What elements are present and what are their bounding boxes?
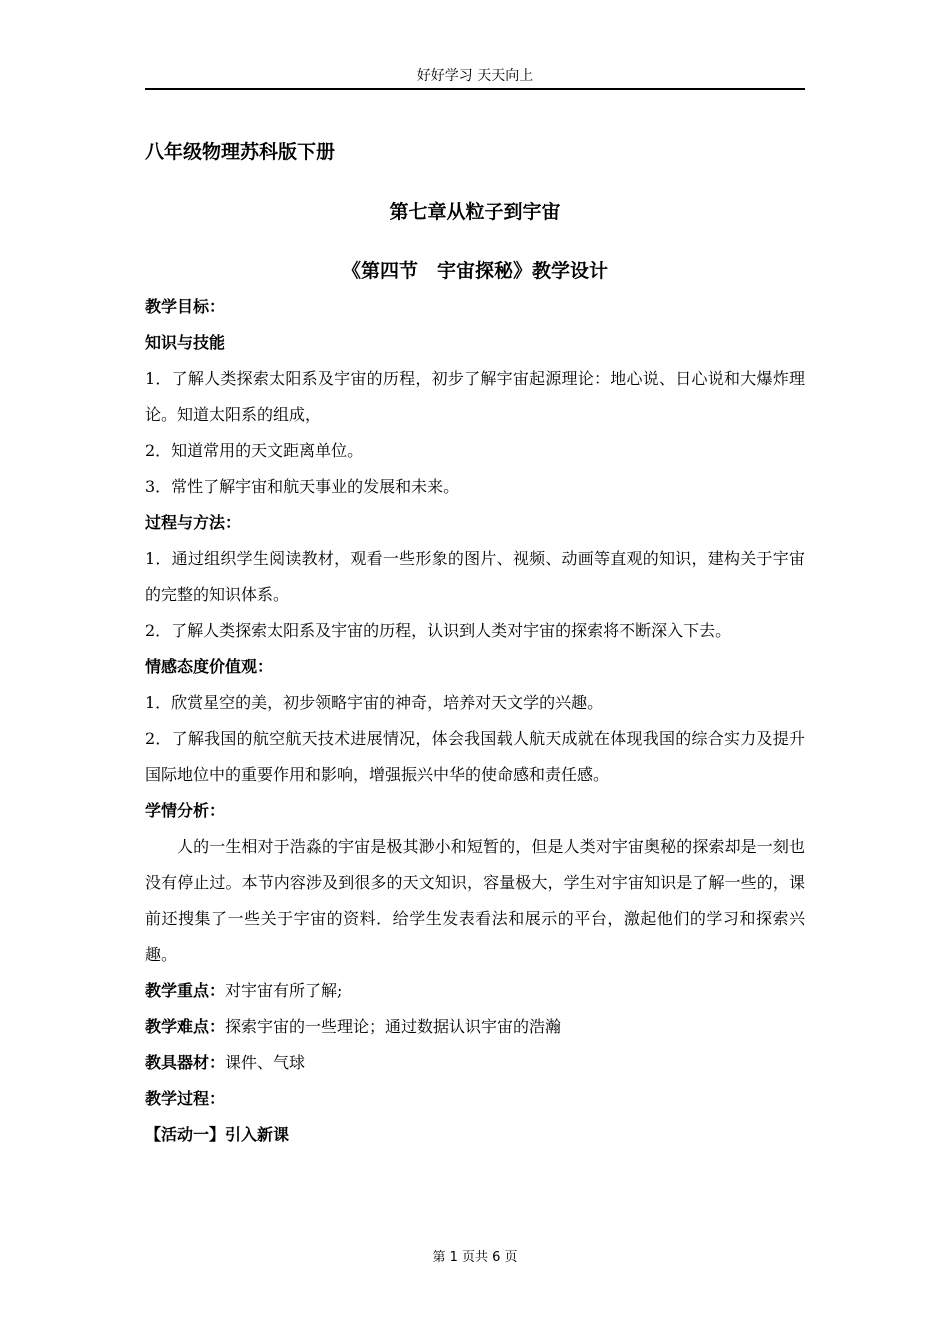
- analysis-heading: 学情分析：: [145, 801, 226, 820]
- process-item-2: 2．了解人类探索太阳系及宇宙的历程，认识到人类对宇宙的探索将不断深入下去。: [145, 621, 732, 640]
- knowledge-item-3: 3．常性了解宇宙和航天事业的发展和未来。: [145, 477, 460, 496]
- key-point-line: [145, 973, 805, 1009]
- goals-heading: 教学目标：: [145, 297, 226, 316]
- emotion-item-1: 1．欣赏星空的美，初步领略宇宙的神奇，培养对天文学的兴趣。: [145, 693, 604, 712]
- process-item-1: 1．通过组织学生阅读教材，观看一些形象的图片、视频、动画等直观的知识，建构关于宇宙的完整的知识体系。: [145, 549, 805, 604]
- document-body: [145, 134, 805, 1153]
- page-header: [145, 66, 805, 90]
- knowledge-item-1: 1．了解人类探索太阳系及宇宙的历程，初步了解宇宙起源理论：地心说、日心说和大爆炸理论。知道太阳系的组成，: [145, 369, 805, 424]
- difficulty-text: 探索宇宙的一些理论；通过数据认识宇宙的浩瀚: [225, 1017, 562, 1036]
- key-point-text: 对宇宙有所了解;: [225, 981, 343, 1000]
- emotion-item-2: 2．了解我国的航空航天技术进展情况，体会我国载人航天成就在体现我国的综合实力及提升国际地位中的重要作用和影响，增强振兴中华的使命感和责任感。: [145, 729, 805, 784]
- materials-label: 教具器材：: [145, 1053, 226, 1072]
- key-point-label: 教学重点：: [145, 981, 226, 1000]
- knowledge-heading: 知识与技能: [145, 333, 226, 352]
- section-title: 《第四节 宇宙探秘》教学设计: [341, 260, 608, 282]
- chapter-title: 第七章从粒子到宇宙: [389, 201, 561, 223]
- knowledge-item-2: 2．知道常用的天文距离单位。: [145, 441, 364, 460]
- teaching-process-heading: 教学过程：: [145, 1089, 226, 1108]
- book-title: 八年级物理苏科版下册: [145, 141, 336, 163]
- header-text: 好好学习 天天向上: [416, 68, 534, 84]
- materials-text: 课件、气球: [225, 1053, 306, 1072]
- difficulty-label: 教学难点：: [145, 1017, 226, 1036]
- emotion-heading: 情感态度价值观：: [145, 657, 274, 676]
- process-method-heading: 过程与方法：: [145, 513, 242, 532]
- page-number: 第 1 页共 6 页: [432, 1250, 518, 1265]
- difficulty-line: [145, 1009, 805, 1045]
- activity-heading: 【活动一】引入新课: [145, 1125, 290, 1144]
- materials-line: [145, 1045, 805, 1081]
- analysis-text: 人的一生相对于浩淼的宇宙是极其渺小和短暂的，但是人类对宇宙奥秘的探索却是一刻也没有停止过。本节内容涉及到很多的天文知识，容量极大，学生对宇宙知识是了解一些的，课前还搜集了一些关于宇宙的资料．给学生发表看法和展示的平台，激起他们的学习和探索兴趣。: [145, 837, 805, 964]
- page-footer: [0, 1248, 950, 1268]
